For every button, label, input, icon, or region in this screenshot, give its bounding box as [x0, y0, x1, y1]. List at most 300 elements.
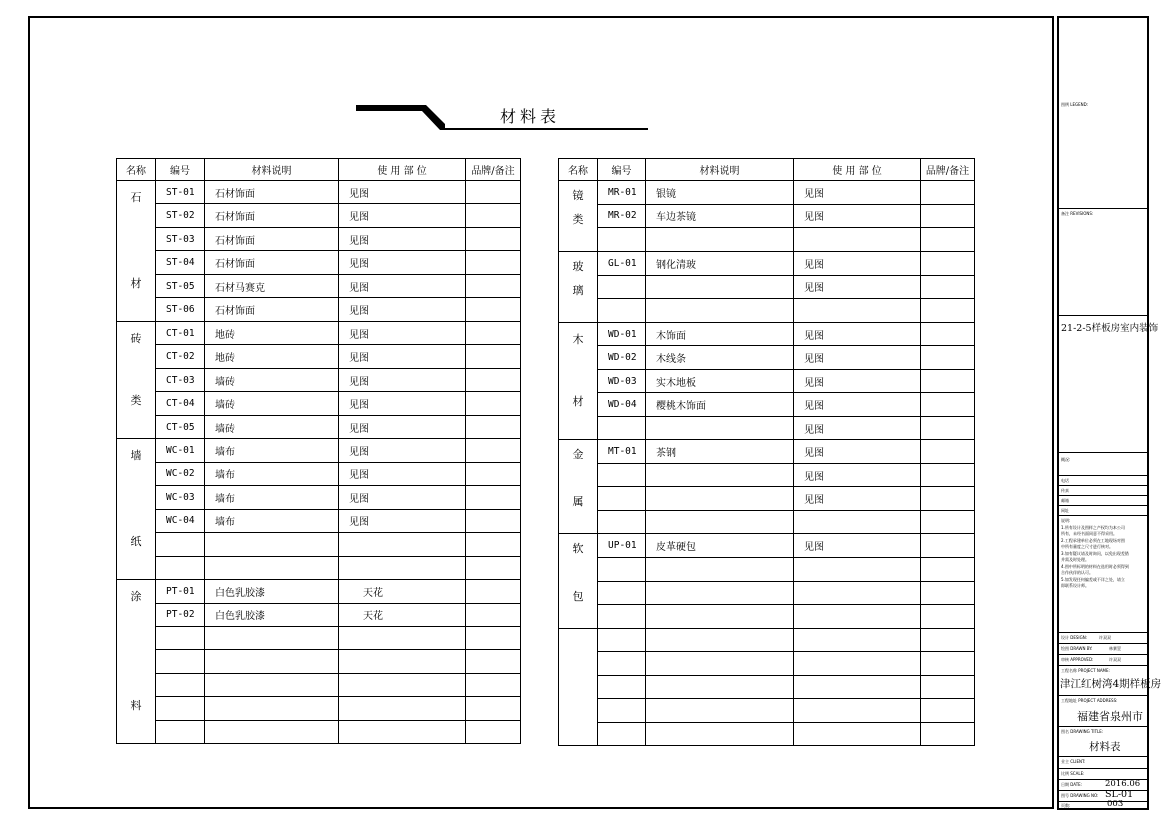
table-row	[559, 534, 975, 558]
drawing-no: SL-01	[1105, 789, 1134, 800]
material-code: WC-01	[156, 439, 205, 462]
material-code: ST-04	[156, 251, 205, 274]
material-desc: 茶钢	[646, 440, 794, 464]
material-code	[598, 699, 646, 723]
category-cell	[559, 181, 598, 252]
note-line: 1.所有设计及图样之产权均为本公司	[1061, 524, 1125, 530]
material-code: WC-02	[156, 462, 205, 485]
table-row	[559, 204, 975, 228]
material-use: 见图	[339, 298, 466, 322]
material-use: 见图	[794, 251, 921, 275]
material-code: ST-06	[156, 298, 205, 322]
material-code: ST-05	[156, 274, 205, 297]
table-row	[559, 181, 975, 205]
notes-label: 概况:	[1061, 457, 1071, 462]
table-row	[117, 603, 521, 626]
table-row	[117, 626, 521, 649]
table-row	[117, 181, 521, 204]
material-desc: 地砖	[205, 345, 339, 369]
material-brand	[921, 369, 975, 393]
table-header-row	[559, 159, 975, 181]
approved-label: 审核 APPROVED:	[1061, 657, 1094, 662]
table-row	[559, 346, 975, 370]
material-brand	[921, 558, 975, 582]
material-use: 见图	[794, 275, 921, 299]
approved-value: 许双双	[1109, 657, 1121, 662]
material-desc	[646, 722, 794, 746]
category-char: 涂	[130, 590, 142, 604]
material-use	[794, 510, 921, 534]
material-code: MR-01	[598, 181, 646, 205]
material-brand	[466, 345, 521, 369]
table-row	[559, 251, 975, 275]
page-label: 页数:	[1061, 803, 1071, 808]
material-brand	[921, 722, 975, 746]
material-use	[339, 556, 466, 580]
note-line: 即联系设计师。	[1061, 583, 1089, 588]
table-row	[117, 368, 521, 392]
material-code: CT-04	[156, 392, 205, 416]
table-row	[117, 462, 521, 485]
material-code: WD-01	[598, 322, 646, 346]
table-row	[559, 393, 975, 417]
legend-label: 图例 LEGEND:	[1061, 102, 1089, 107]
category-char: 璃	[572, 283, 584, 297]
material-brand	[466, 392, 521, 416]
note-line: 5.如发现任何偏差或不详之处，请立	[1061, 576, 1125, 582]
material-code: PT-01	[156, 580, 205, 603]
material-brand	[921, 275, 975, 299]
material-code: ST-03	[156, 227, 205, 250]
header-code: 编号	[156, 159, 205, 181]
material-code	[156, 673, 205, 696]
material-brand	[466, 204, 521, 227]
date-label: 日期 DATE:	[1061, 782, 1083, 787]
page-title: 材料表	[500, 107, 561, 126]
design-label: 设计 DESIGN:	[1061, 635, 1088, 640]
header-name: 名称	[117, 159, 156, 181]
material-code: MR-02	[598, 204, 646, 228]
material-desc: 石材饰面	[205, 181, 339, 204]
material-brand	[466, 251, 521, 274]
material-brand	[921, 652, 975, 676]
material-use	[339, 533, 466, 556]
category-char: 镜	[572, 189, 584, 202]
material-table-left	[116, 158, 521, 744]
material-brand	[466, 298, 521, 322]
material-code: WC-04	[156, 509, 205, 532]
material-desc: 银镜	[646, 181, 794, 205]
table-row	[117, 251, 521, 274]
material-desc	[205, 556, 339, 580]
category-char: 属	[572, 495, 584, 509]
material-use: 天花	[339, 603, 466, 626]
material-brand	[466, 673, 521, 696]
material-use: 见图	[794, 346, 921, 370]
project-name: 津江红树湾4期样板房	[1060, 678, 1162, 690]
material-use	[794, 722, 921, 746]
material-desc: 墙布	[205, 509, 339, 532]
material-code: MT-01	[598, 440, 646, 464]
table-row	[559, 675, 975, 699]
header-code: 编号	[598, 159, 646, 181]
header-use: 使 用 部 位	[794, 159, 921, 181]
material-code: CT-03	[156, 368, 205, 392]
material-code	[598, 628, 646, 652]
material-code: PT-02	[156, 603, 205, 626]
material-code	[598, 299, 646, 323]
material-use: 见图	[794, 369, 921, 393]
table-row	[117, 274, 521, 297]
note-line: 所有，未经书面同意不得采用。	[1061, 531, 1117, 536]
material-use: 见图	[339, 345, 466, 369]
material-desc	[646, 510, 794, 534]
material-brand	[466, 720, 521, 743]
material-use	[794, 652, 921, 676]
table-row	[559, 440, 975, 464]
revisions-label: 备注 REVISIONS:	[1061, 211, 1094, 216]
material-brand	[466, 321, 521, 345]
header-desc: 材料说明	[205, 159, 339, 181]
material-use: 见图	[794, 463, 921, 487]
table-row	[117, 650, 521, 673]
table-row	[117, 556, 521, 580]
table-row	[117, 415, 521, 439]
material-code	[156, 697, 205, 720]
material-brand	[466, 368, 521, 392]
material-use	[794, 581, 921, 605]
material-code	[598, 652, 646, 676]
material-code: ST-01	[156, 181, 205, 204]
material-use: 见图	[339, 368, 466, 392]
material-brand	[466, 181, 521, 204]
material-code	[598, 581, 646, 605]
table-row	[559, 558, 975, 582]
material-use	[339, 650, 466, 673]
material-use: 见图	[794, 534, 921, 558]
category-cell	[117, 181, 156, 322]
note-line: 合作伙伴的认可。	[1061, 570, 1093, 575]
material-brand	[921, 181, 975, 205]
material-brand	[921, 299, 975, 323]
table-row	[559, 322, 975, 346]
table-row	[117, 509, 521, 532]
material-code: WD-03	[598, 369, 646, 393]
material-use: 见图	[794, 322, 921, 346]
header-name: 名称	[559, 159, 598, 181]
material-brand	[466, 603, 521, 626]
material-desc: 墙砖	[205, 415, 339, 439]
material-code	[598, 675, 646, 699]
material-table-right	[558, 158, 975, 746]
table-row	[559, 699, 975, 723]
category-char: 木	[572, 332, 584, 346]
material-desc	[205, 650, 339, 673]
note-line: 3.如有疑议请及时询问，以免出现差错	[1061, 550, 1129, 556]
material-use: 见图	[339, 392, 466, 416]
material-use	[339, 697, 466, 720]
material-desc: 皮革硬包	[646, 534, 794, 558]
table-row	[117, 204, 521, 227]
drawn-value: 林赛罡	[1109, 646, 1121, 651]
material-brand	[921, 322, 975, 346]
table-header-row	[117, 159, 521, 181]
page-no: 003	[1107, 799, 1124, 809]
table-row	[117, 673, 521, 696]
category-char: 墙	[130, 449, 142, 463]
category-cell	[117, 580, 156, 744]
material-use: 见图	[794, 393, 921, 417]
material-code	[598, 228, 646, 252]
material-desc	[646, 652, 794, 676]
table-row	[559, 510, 975, 534]
material-desc	[646, 675, 794, 699]
category-cell	[559, 440, 598, 534]
table-row	[117, 345, 521, 369]
project-name-label: 工程名称 PROJECT NAME:	[1061, 668, 1110, 673]
material-desc: 石材饰面	[205, 251, 339, 274]
material-brand	[921, 510, 975, 534]
category-cell	[559, 628, 598, 746]
material-code	[598, 605, 646, 629]
material-code: CT-05	[156, 415, 205, 439]
category-char: 软	[572, 542, 584, 556]
material-code	[598, 463, 646, 487]
material-brand	[921, 204, 975, 228]
material-brand	[921, 463, 975, 487]
material-code: WD-04	[598, 393, 646, 417]
category-char: 石	[130, 191, 142, 204]
table-row	[559, 628, 975, 652]
contact-row-label: 传真	[1061, 488, 1069, 493]
material-code: UP-01	[598, 534, 646, 558]
category-cell	[559, 251, 598, 322]
drawing-title: 材料表	[1089, 741, 1121, 753]
material-desc	[646, 487, 794, 511]
table-row	[117, 298, 521, 322]
table-row	[559, 605, 975, 629]
header-use: 使 用 部 位	[339, 159, 466, 181]
material-use	[794, 299, 921, 323]
header-desc: 材料说明	[646, 159, 794, 181]
material-brand	[921, 534, 975, 558]
material-use	[794, 558, 921, 582]
material-brand	[466, 650, 521, 673]
material-desc: 实木地板	[646, 369, 794, 393]
table-row	[559, 581, 975, 605]
material-brand	[921, 699, 975, 723]
material-use: 见图	[339, 227, 466, 250]
table-row	[559, 463, 975, 487]
material-brand	[921, 605, 975, 629]
material-brand	[466, 580, 521, 603]
material-brand	[921, 416, 975, 440]
table-row	[117, 720, 521, 743]
category-char: 包	[572, 589, 584, 603]
material-code	[598, 510, 646, 534]
contact-row-label: 网址	[1061, 508, 1069, 513]
material-desc: 白色乳胶漆	[205, 580, 339, 603]
category-char: 砖	[130, 331, 142, 345]
material-brand	[921, 487, 975, 511]
date-value: 2016.06	[1105, 779, 1141, 789]
client-label: 业主 CLIENT:	[1061, 759, 1086, 764]
contact-row-label: 电话	[1061, 478, 1069, 483]
drawn-label: 绘图 DRAWN BY:	[1061, 646, 1093, 651]
drawing-no-label: 图号 DRAWING NO:	[1061, 793, 1099, 798]
category-char: 材	[130, 276, 142, 290]
material-use: 见图	[794, 440, 921, 464]
material-code: CT-02	[156, 345, 205, 369]
table-row	[559, 722, 975, 746]
category-cell	[117, 439, 156, 580]
material-code	[156, 533, 205, 556]
material-use: 见图	[339, 462, 466, 485]
material-use: 见图	[339, 321, 466, 345]
project-address: 福建省泉州市	[1077, 710, 1143, 723]
scale-label: 比例 SCALE:	[1061, 771, 1085, 776]
material-desc: 地砖	[205, 321, 339, 345]
material-brand	[921, 581, 975, 605]
material-code: WD-02	[598, 346, 646, 370]
material-desc	[205, 720, 339, 743]
material-desc	[646, 275, 794, 299]
note-line: 2.工程承建单位必须在工地现场对图	[1061, 537, 1125, 543]
table-row	[559, 652, 975, 676]
table-row	[117, 321, 521, 345]
material-desc: 墙布	[205, 486, 339, 509]
drawing-title-label: 图名 DRAWING TITLE:	[1061, 729, 1104, 734]
material-code	[156, 650, 205, 673]
material-use	[339, 673, 466, 696]
material-use	[339, 720, 466, 743]
material-desc	[646, 228, 794, 252]
category-char: 类	[572, 212, 584, 226]
table-row	[117, 533, 521, 556]
material-desc: 墙砖	[205, 392, 339, 416]
material-code	[598, 558, 646, 582]
material-desc: 石材饰面	[205, 227, 339, 250]
material-brand	[921, 228, 975, 252]
material-brand	[466, 439, 521, 462]
material-desc	[646, 699, 794, 723]
material-code	[598, 416, 646, 440]
material-code: WC-03	[156, 486, 205, 509]
material-code	[598, 275, 646, 299]
table-row	[559, 228, 975, 252]
table-row	[559, 369, 975, 393]
material-brand	[466, 274, 521, 297]
table-row	[117, 227, 521, 250]
table-row	[117, 486, 521, 509]
material-desc	[205, 673, 339, 696]
material-use: 见图	[339, 439, 466, 462]
project-series: 21-2-5样板房室内装饰	[1061, 323, 1159, 334]
material-brand	[466, 486, 521, 509]
material-use	[339, 626, 466, 649]
table-row	[117, 392, 521, 416]
material-code	[156, 720, 205, 743]
material-desc: 木线条	[646, 346, 794, 370]
material-use: 见图	[794, 181, 921, 205]
material-brand	[466, 227, 521, 250]
material-desc: 樱桃木饰面	[646, 393, 794, 417]
material-brand	[466, 626, 521, 649]
material-desc: 石材饰面	[205, 204, 339, 227]
material-desc	[205, 626, 339, 649]
material-desc	[205, 697, 339, 720]
category-char: 类	[130, 394, 142, 408]
material-desc: 木饰面	[646, 322, 794, 346]
material-use: 见图	[794, 204, 921, 228]
material-brand	[921, 346, 975, 370]
material-use	[794, 699, 921, 723]
material-use: 见图	[339, 204, 466, 227]
material-desc	[646, 299, 794, 323]
material-code	[598, 487, 646, 511]
contact-row-label: 邮箱	[1061, 498, 1069, 503]
material-code: CT-01	[156, 321, 205, 345]
category-cell	[559, 322, 598, 440]
material-desc	[646, 463, 794, 487]
category-cell	[117, 321, 156, 439]
material-desc: 石材饰面	[205, 298, 339, 322]
category-cell	[559, 534, 598, 628]
table-row	[117, 439, 521, 462]
material-desc	[646, 605, 794, 629]
material-desc: 墙布	[205, 439, 339, 462]
material-code: ST-02	[156, 204, 205, 227]
material-desc	[646, 558, 794, 582]
design-value: 许双双	[1099, 635, 1111, 640]
material-brand	[466, 533, 521, 556]
project-address-label: 工程地址 PROJECT ADDRESS:	[1061, 698, 1118, 703]
material-use: 见图	[339, 181, 466, 204]
material-code	[156, 556, 205, 580]
material-desc	[205, 533, 339, 556]
material-brand	[466, 556, 521, 580]
table-row	[559, 299, 975, 323]
material-brand	[466, 462, 521, 485]
material-desc: 墙布	[205, 462, 339, 485]
table-row	[559, 275, 975, 299]
category-char: 金	[572, 448, 584, 462]
category-char: 料	[130, 699, 142, 713]
table-row	[559, 416, 975, 440]
material-desc	[646, 416, 794, 440]
table-row	[559, 487, 975, 511]
note-line: 4.图中所标明的材料在选用时必须得到	[1061, 563, 1129, 569]
material-code	[156, 626, 205, 649]
material-brand	[466, 697, 521, 720]
material-brand	[921, 440, 975, 464]
material-use: 见图	[339, 415, 466, 439]
table-row	[117, 580, 521, 603]
title-block	[1057, 16, 1162, 810]
material-brand	[921, 393, 975, 417]
header-brand: 品牌/备注	[921, 159, 975, 181]
category-char: 材	[572, 395, 584, 409]
material-use: 见图	[794, 416, 921, 440]
material-code: GL-01	[598, 251, 646, 275]
material-use: 见图	[339, 274, 466, 297]
material-desc: 钢化清玻	[646, 251, 794, 275]
material-use	[794, 605, 921, 629]
material-brand	[921, 251, 975, 275]
material-desc: 墙砖	[205, 368, 339, 392]
note-line: 说明:	[1061, 518, 1071, 523]
material-desc: 车边茶镜	[646, 204, 794, 228]
